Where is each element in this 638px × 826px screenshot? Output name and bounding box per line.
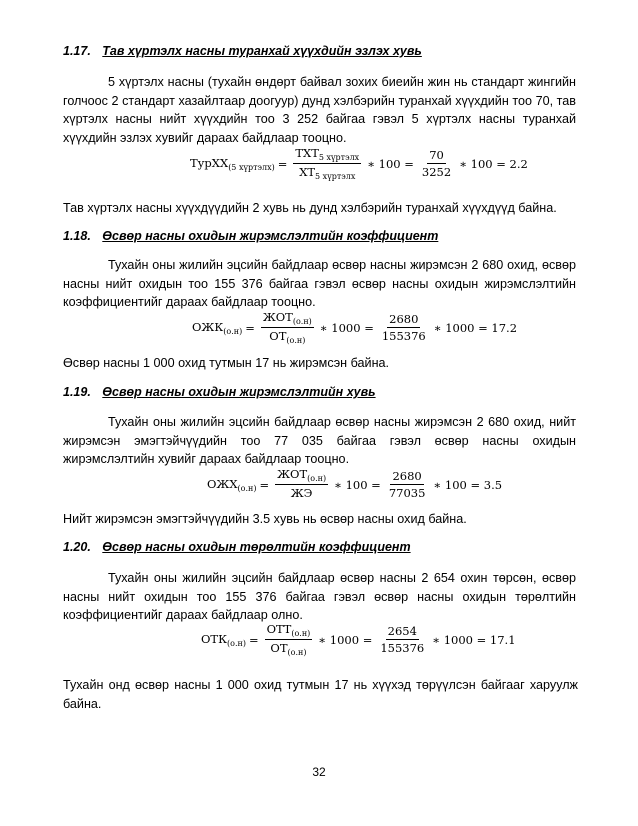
formula-multiplier: ∗ 1000 = xyxy=(318,632,373,647)
section-conclusion-1-18: Өсвөр насны 1 000 охид тутмын 17 нь жирэмсэн байна. xyxy=(63,356,390,370)
formula-lhs: $ОЖХ_{(о.н)}$ xyxy=(207,476,257,493)
formula-lhs: $ОЖК_{(о.н)}$ xyxy=(192,319,243,336)
section-number: 1.19. xyxy=(63,385,91,399)
formula-fraction-symbolic: $\frac{ТХТ_{5 хүртэлх}}{ХТ_{5 хүртэлх}}$ xyxy=(295,146,360,181)
section-number: 1.20. xyxy=(63,540,91,554)
formula-fraction-numeric: $\frac{70}{3252}$ xyxy=(421,148,452,179)
section-title: Өсвөр насны охидын жирэмслэлтийн хувь xyxy=(102,385,376,399)
formula-result: ∗ 100 = 2.2 xyxy=(459,156,528,171)
formula-result: ∗ 1000 = 17.1 xyxy=(432,632,516,647)
formula-1-20: $ОТК_{(о.н)}$ = $\frac{ОТТ_{(о.н)}}{ОТ_{(о.н)}}$ ∗ 1000 = $\frac{2654}{155376}$ ∗ 1000 = 17.1 xyxy=(201,622,516,657)
section-conclusion-1-17: Тав хүртэлх насны хүүхдүүдийн 2 хувь нь дунд хэлбэрийн туранхай хүүхдүүд байна. xyxy=(63,201,557,215)
section-paragraph-1-20 xyxy=(63,569,576,625)
section-heading-1-17 xyxy=(63,44,422,58)
formula-fraction-symbolic: $\frac{ЖОТ_{(о.н)}}{ЖЭ}$ xyxy=(277,467,327,500)
formula-1-17: ТурХХ$_{(5 хүртэлх)}$ = $\frac{ТХТ_{5 хүртэлх}}{ХТ_{5 хүртэлх}}$ ∗ 100 = $\frac{70}{3252}$ ∗ 100 = 2.2 xyxy=(190,146,528,181)
section-paragraph-1-17 xyxy=(63,73,576,147)
paragraph-text: Тухайн оны жилийн эцсийн байдлаар өсвөр насны жирэмсэн 2 680 охид, өсвөр насны нийт охидын тоо 155 376 байгаа гэвэл өсвөр насны охидын жирэмслэлтийн коэффициентийг дараах байдлаар тооцно. xyxy=(63,258,576,309)
section-title: Тав хүртэлх насны туранхай хүүхдийн эзлэх хувь xyxy=(102,44,422,58)
section-heading-1-19 xyxy=(63,385,376,399)
section-conclusion-1-19: Нийт жирэмсэн эмэгтэйчүүдийн 3.5 хувь нь өсвөр насны охид байна. xyxy=(63,512,467,526)
formula-fraction-numeric: $\frac{2654}{155376}$ xyxy=(380,624,425,655)
formula-1-18: $ОЖК_{(о.н)}$ = $\frac{ЖОТ_{(о.н)}}{ОТ_{(о.н)}}$ ∗ 1000 = $\frac{2680}{155376}$ ∗ 1000 = 17.2 xyxy=(192,310,518,345)
section-number: 1.18. xyxy=(63,229,91,243)
section-heading-1-20 xyxy=(63,540,411,554)
section-title: Өсвөр насны охидын төрөлтийн коэффициент xyxy=(102,540,411,554)
section-number: 1.17. xyxy=(63,44,91,58)
paragraph-text: Тухайн оны жилийн эцсийн байдлаар өсвөр насны жирэмсэн 2 680 охид, нийт жирэмсэн эмэгтэйчүүдийн тоо 77 035 байгаа гэвэл өсвөр насны охидын жирэмслэлтийн хувийг дараах байдлаар тооцно. xyxy=(63,415,576,466)
formula-1-19: $ОЖХ_{(о.н)}$ = $\frac{ЖОТ_{(о.н)}}{ЖЭ}$ ∗ 100 = $\frac{2680}{77035}$ ∗ 100 = 3.5 xyxy=(207,467,503,500)
formula-multiplier: ∗ 100 = xyxy=(334,477,381,492)
section-paragraph-1-18 xyxy=(63,256,576,312)
section-conclusion-1-20: Тухайн онд өсвөр насны 1 000 охид тутмын 17 нь хүүхэд төрүүлсэн байгааг харуулж байна. xyxy=(63,678,578,711)
section-title: Өсвөр насны охидын жирэмслэлтийн коэффициент xyxy=(102,229,439,243)
formula-result: ∗ 1000 = 17.2 xyxy=(433,320,518,335)
section-heading-1-18 xyxy=(63,229,438,243)
section-paragraph-1-19 xyxy=(63,413,576,469)
formula-multiplier: ∗ 100 = xyxy=(367,156,414,171)
formula-fraction-numeric: $\frac{2680}{77035}$ xyxy=(388,469,426,500)
paragraph-text: Тухайн оны жилийн эцсийн байдлаар өсвөр насны 2 654 охин төрсөн, өсвөр насны нийт охидын тоо 155 376 байгаа гэвэл өсвөр насны охидын төрөлтийн коэффициентийг дараах байдлаар олно. xyxy=(63,571,576,622)
formula-fraction-symbolic: $\frac{ЖОТ_{(о.н)}}{ОТ_{(о.н)}}$ xyxy=(262,310,312,345)
formula-fraction-numeric: $\frac{2680}{155376}$ xyxy=(381,312,426,343)
formula-lhs: ТурХХ$_{(5 хүртэлх)}$ xyxy=(190,155,275,172)
paragraph-text: 5 хүртэлх насны (тухайн өндөрт байвал зохих биеийн жин нь стандарт жингийн голчоос 2 стандарт хазайлтаар доогуур) дунд хэлбэрийн туранхай хүүхдийн тоо 70, тав хүртэлх насны нийт хүүхдийн тоо 3 252 байгаа гэвэл 5 хүртэлх насны туранхай хүүхдийн эзлэх хувийг дараах байдлаар тооцно. xyxy=(63,75,576,145)
formula-result: ∗ 100 = 3.5 xyxy=(433,477,503,492)
formula-lhs: $ОТК_{(о.н)}$ xyxy=(201,631,246,648)
page-number: 32 xyxy=(312,765,326,779)
formula-multiplier: ∗ 1000 = xyxy=(319,320,374,335)
formula-fraction-symbolic: $\frac{ОТТ_{(о.н)}}{ОТ_{(о.н)}}$ xyxy=(266,622,311,657)
